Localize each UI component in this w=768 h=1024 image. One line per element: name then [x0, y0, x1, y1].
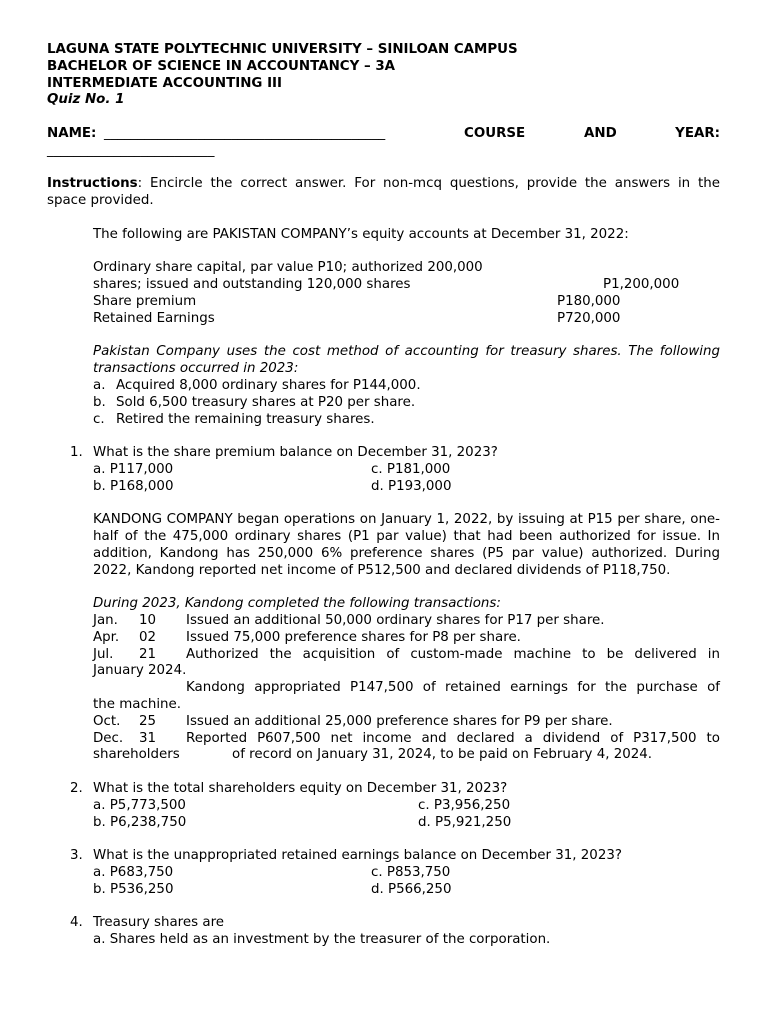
program-name: BACHELOR OF SCIENCE IN ACCOUNTANCY – 3A	[47, 58, 396, 74]
question-3	[47, 848, 720, 898]
instructions-label: Instructions	[47, 176, 138, 192]
transaction-item: c. Retired the remaining treasury shares.	[93, 411, 375, 427]
cost-method-text: Pakistan Company uses the cost method of accounting for treasury shares. The following transactions occurred in 2023:	[93, 344, 720, 377]
question-number: 3.	[70, 848, 83, 864]
choice-b[interactable]: b. P6,238,750	[93, 814, 187, 830]
name-blank[interactable]: __________________________________________	[104, 125, 386, 141]
choice-a[interactable]: a. Shares held as an investment by the treasurer of the corporation.	[93, 932, 551, 948]
and-label: AND	[584, 125, 617, 141]
question-1	[47, 445, 720, 495]
course-year-blank[interactable]: _________________________	[47, 142, 215, 158]
pakistan-intro: The following are PAKISTAN COMPANY’s equity accounts at December 31, 2022:	[93, 226, 629, 242]
choice-d[interactable]: d. P566,250	[371, 881, 452, 897]
year-label: YEAR:	[675, 125, 720, 141]
question-number: 2.	[70, 781, 83, 797]
ordinary-share-label-2: shares; issued and outstanding 120,000 shares	[93, 277, 411, 293]
share-premium-label: Share premium	[93, 293, 197, 309]
choice-a[interactable]: a. P117,000	[93, 461, 174, 477]
choice-c[interactable]: c. P3,956,250	[418, 797, 511, 813]
choice-c[interactable]: c. P181,000	[371, 461, 451, 477]
instructions	[47, 176, 720, 210]
kandong-paragraph: KANDONG COMPANY began operations on January 1, 2022, by issuing at P15 per share, one-half of the 475,000 ordinary shares (P1 par value) that had been authorized for issue. In addition, Kandong has 250,000 6% preference shares (P5 par value) authorized. During 2022, Kandong reported net income of P512,500 and declared dividends of P118,750.	[93, 512, 720, 578]
retained-earnings-row	[93, 311, 720, 328]
question-text: What is the total shareholders equity on December 31, 2023?	[93, 781, 508, 797]
kandong-during: During 2023, Kandong completed the following transactions:	[93, 596, 501, 612]
question-number: 4.	[70, 915, 83, 931]
ordinary-share-label-1: Ordinary share capital, par value P10; authorized 200,000	[93, 260, 483, 276]
question-number: 1.	[70, 445, 83, 461]
transaction-item: a. Acquired 8,000 ordinary shares for P144,000.	[93, 377, 421, 393]
choice-d[interactable]: d. P5,921,250	[418, 814, 512, 830]
ordinary-share-amount: P1,200,000	[603, 277, 680, 293]
question-text: What is the unappropriated retained earnings balance on December 31, 2023?	[93, 848, 622, 864]
choice-a[interactable]: a. P683,750	[93, 865, 174, 881]
question-4	[47, 915, 720, 949]
retained-earnings-amount: P720,000	[557, 310, 621, 326]
retained-earnings-label: Retained Earnings	[93, 310, 215, 326]
choice-b[interactable]: b. P536,250	[93, 881, 174, 897]
ordinary-share-row	[93, 277, 720, 294]
transaction-item: b. Sold 6,500 treasury shares at P20 per share.	[93, 394, 416, 410]
share-premium-amount: P180,000	[557, 293, 621, 309]
choice-c[interactable]: c. P853,750	[371, 865, 451, 881]
quiz-title: Quiz No. 1	[47, 92, 125, 108]
course-title: INTERMEDIATE ACCOUNTING III	[47, 75, 283, 91]
quiz-document	[47, 42, 720, 949]
choice-d[interactable]: d. P193,000	[371, 478, 452, 494]
course-label: COURSE	[464, 125, 526, 141]
name-label: NAME:	[47, 125, 97, 141]
choice-a[interactable]: a. P5,773,500	[93, 797, 186, 813]
question-2	[47, 781, 720, 831]
choice-b[interactable]: b. P168,000	[93, 478, 174, 494]
university-name: LAGUNA STATE POLYTECHNIC UNIVERSITY – SINILOAN CAMPUS	[47, 42, 518, 57]
kandong-transactions: Jan. 10 Issued an additional 50,000 ordinary shares for P17 per share. Apr. 02 Issued 75,000 preference shares for P8 per share. Jul. 21 Authorized the acquisition of custom-made machine to be delivered in January 2024. Kandong appropriated P147,500 of retained earnings for the purchase of the machine. Oct. 25 Issued an additional 25,000 preference shares for P9 per share. Dec. 31 Reported P607,500 net income and declared a dividend of P317,500 to shareholders of record on January 31, 2024, to be paid on February 4, 2024.	[93, 613, 720, 763]
question-text: Treasury shares are	[93, 915, 225, 931]
name-row	[47, 126, 720, 143]
question-text: What is the share premium balance on December 31, 2023?	[93, 445, 498, 461]
instructions-text: : Encircle the correct answer. For non-mcq questions, provide the answers in the space provided.	[47, 176, 720, 209]
share-premium-row	[93, 294, 720, 311]
